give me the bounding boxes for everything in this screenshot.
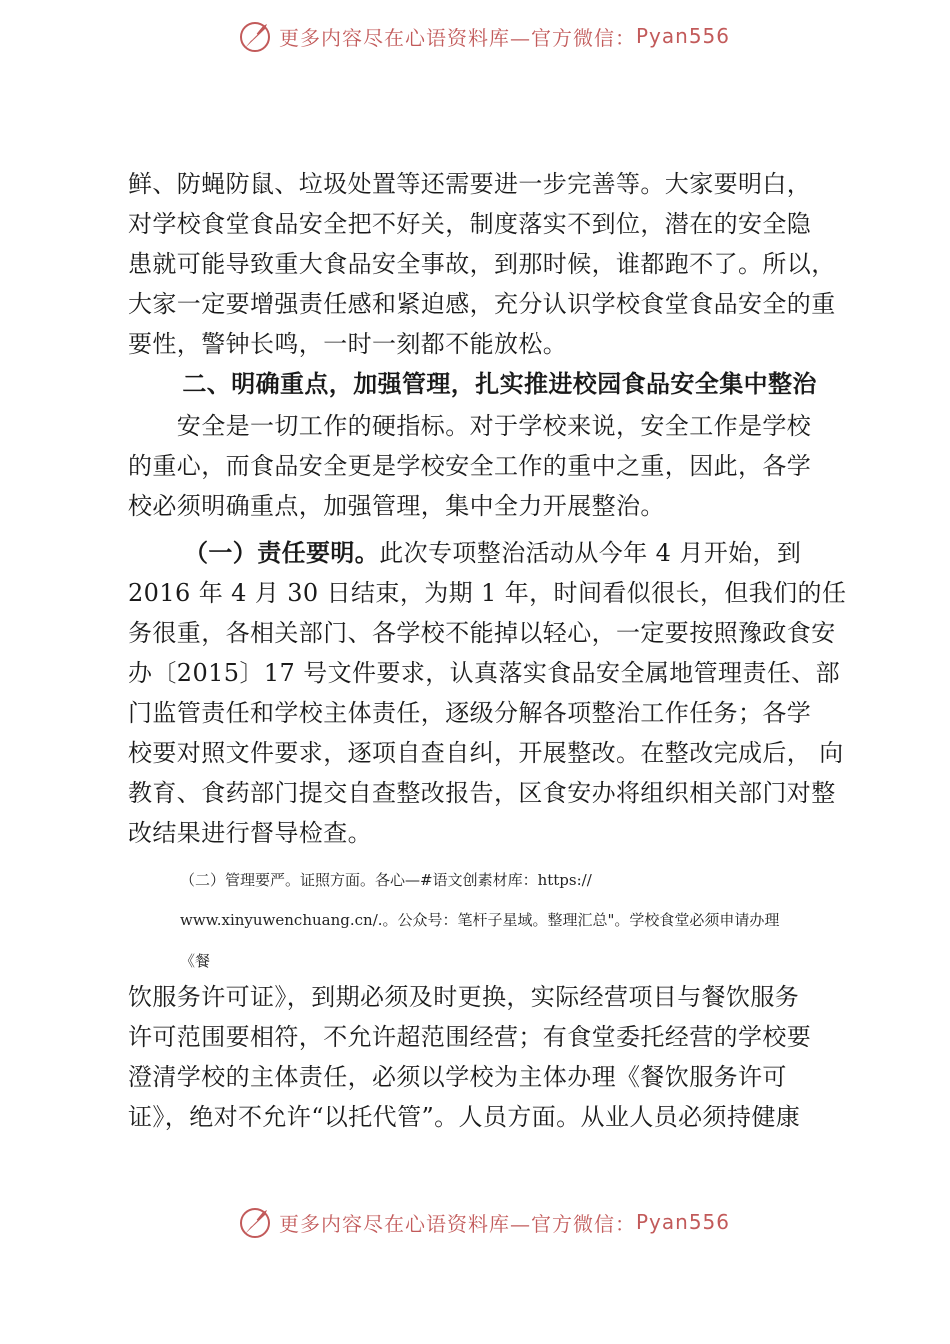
text-line: 办〔2015〕17 号文件要求，认真落实食品安全属地管理责任、部 <box>128 659 841 687</box>
text-line: 要性，警钟长鸣，一时一刻都不能放松。 <box>128 330 568 358</box>
small-text-line: 《餐 <box>180 952 211 970</box>
text-line: 饮服务许可证》，到期必须及时更换，实际经营项目与餐饮服务 <box>128 983 800 1011</box>
small-text-line: （二）管理要严。证照方面。各心—#语文创素材库：https:// <box>180 871 592 889</box>
text-line: 证》，绝对不允许“以托代管”。人员方面。从业人员必须持健康 <box>128 1103 801 1131</box>
text-span: 此次专项整治活动从今年 4 月开始，到 <box>379 539 802 567</box>
text-line: 的重心，而食品安全更是学校安全工作的重中之重，因此，各学 <box>128 452 812 480</box>
text-line: 门监管责任和学校主体责任，逐级分解各项整治工作任务；各学 <box>128 699 812 727</box>
banner-account: Pyan556 <box>636 1210 731 1234</box>
text-line: 大家一定要增强责任感和紧迫感，充分认识学校食堂食品安全的重 <box>128 290 836 318</box>
text-line: 患就可能导致重大食品安全事故，到那时候，谁都跑不了。所以， <box>128 250 836 278</box>
banner-account: Pyan556 <box>636 24 731 48</box>
text-line: 对学校食堂食品安全把不好关，制度落实不到位，潜在的安全隐 <box>128 210 812 238</box>
subheading-responsibility: （一）责任要明。 <box>184 539 380 567</box>
text-line: 教育、食药部门提交自查整改报告，区食安办将组织相关部门对整 <box>128 779 836 807</box>
text-line: 改结果进行督导检查。 <box>128 819 372 847</box>
banner-text: 更多内容尽在心语资料库—官方微信： <box>279 1211 636 1236</box>
small-text-line: www.xinyuwenchuang.cn/.。公众号：笔杆子星域。整理汇总"。学校食堂必须申请办理 <box>180 911 780 929</box>
text-line: 校要对照文件要求，逐项自查自纠，开展整改。在整改完成后， 向 <box>128 739 844 767</box>
footer-banner <box>237 1202 757 1242</box>
text-line: 鲜、防蝇防鼠、垃圾处置等还需要进一步完善等。大家要明白， <box>128 170 812 198</box>
text-line: 务很重，各相关部门、各学校不能掉以轻心，一定要按照豫政食安 <box>128 619 836 647</box>
text-line: 安全是一切工作的硬指标。对于学校来说，安全工作是学校 <box>128 412 812 440</box>
text-line: 2016 年 4 月 30 日结束，为期 1 年，时间看似很长，但我们的任 <box>128 579 847 607</box>
text-line: 许可范围要相符，不允许超范围经营；有食堂委托经营的学校要 <box>128 1023 812 1051</box>
header-banner <box>237 16 757 56</box>
section-heading: 二、明确重点，加强管理，扎实推进校园食品安全集中整治 <box>158 370 817 398</box>
text-line: 校必须明确重点，加强管理，集中全力开展整治。 <box>128 492 665 520</box>
text-line: 澄清学校的主体责任，必须以学校为主体办理《餐饮服务许可 <box>128 1063 787 1091</box>
banner-text: 更多内容尽在心语资料库—官方微信： <box>279 25 636 50</box>
quill-logo-icon <box>237 18 273 54</box>
quill-logo-icon <box>237 1204 273 1240</box>
subsection-line <box>184 533 801 573</box>
